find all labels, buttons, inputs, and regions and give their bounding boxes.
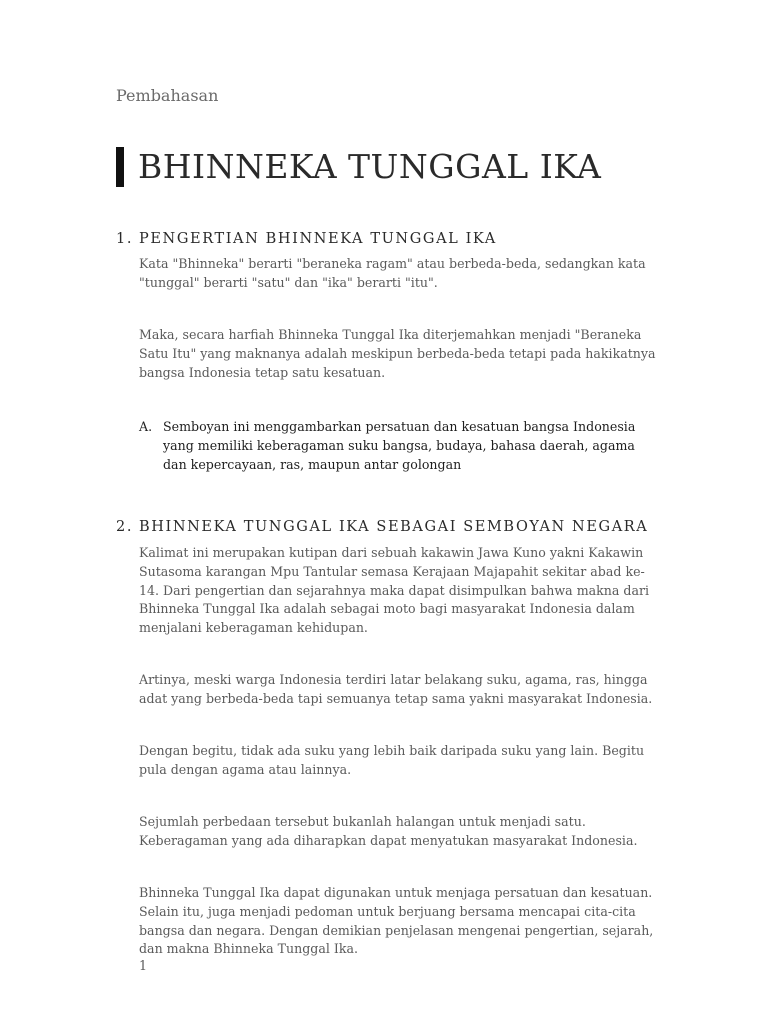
section-number: 2.	[116, 519, 134, 535]
title-accent-bar	[116, 147, 124, 187]
section-heading-text: BHINNEKA TUNGGAL IKA SEBAGAI SEMBOYAN NEGARA	[139, 519, 649, 535]
section-number: 1.	[116, 231, 134, 247]
document-title: BHINNEKA TUNGGAL IKA	[138, 147, 602, 186]
section-heading-text: PENGERTIAN BHINNEKA TUNGGAL IKA	[139, 231, 497, 247]
sub-list-item	[139, 418, 659, 474]
paragraph: Maka, secara harfiah Bhinneka Tunggal Ika diterjemahkan menjadi "Beraneka Satu Itu" yang maknanya adalah meskipun berbeda-beda tetapi pada hakikatnya bangsa Indonesia tetap satu kesatuan.	[139, 327, 656, 380]
paragraph: Sejumlah perbedaan tersebut bukanlah halangan untuk menjadi satu. Keberagaman yang ada diharapkan dapat menyatukan masyarakat Indonesia.	[139, 814, 638, 848]
paragraph: Artinya, meski warga Indonesia terdiri latar belakang suku, agama, ras, hingga adat yang berbeda-beda tapi semuanya tetap sama yakni masyarakat Indonesia.	[139, 672, 653, 706]
section-heading-1	[116, 231, 497, 247]
paragraph: Dengan begitu, tidak ada suku yang lebih baik daripada suku yang lain. Begitu pula dengan agama atau lainnya.	[139, 743, 645, 777]
sub-list-marker: A.	[139, 419, 153, 434]
paragraph: Bhinneka Tunggal Ika dapat digunakan untuk menjaga persatuan dan kesatuan. Selain itu, juga menjadi pedoman untuk berjuang bersama mencapai cita-cita bangsa dan negara. Dengan demikian penjelasan mengenai pengertian, sejarah, dan makna Bhinneka Tunggal Ika.	[139, 885, 654, 957]
section-heading-2	[116, 519, 648, 535]
document-title-block	[116, 146, 601, 188]
document-subtitle: Pembahasan	[116, 86, 219, 105]
paragraph: Kalimat ini merupakan kutipan dari sebuah kakawin Jawa Kuno yakni Kakawin Sutasoma karangan Mpu Tantular semasa Kerajaan Majapahit sekitar abad ke-14. Dari pengertian dan sejarahnya maka dapat disimpulkan bahwa makna dari Bhinneka Tunggal Ika adalah sebagai moto bagi masyarakat Indonesia dalam menjalani keberagaman kehidupan.	[139, 545, 650, 636]
paragraph: Kata "Bhinneka" berarti "beraneka ragam" atau berbeda-beda, sedangkan kata "tunggal" berarti "satu" dan "ika" berarti "itu".	[139, 256, 646, 290]
sub-list-text: Semboyan ini menggambarkan persatuan dan kesatuan bangsa Indonesia yang memiliki keberagaman suku bangsa, budaya, bahasa daerah, agama dan kepercayaan, ras, maupun antar golongan	[163, 419, 636, 472]
page-number: 1	[139, 958, 148, 973]
